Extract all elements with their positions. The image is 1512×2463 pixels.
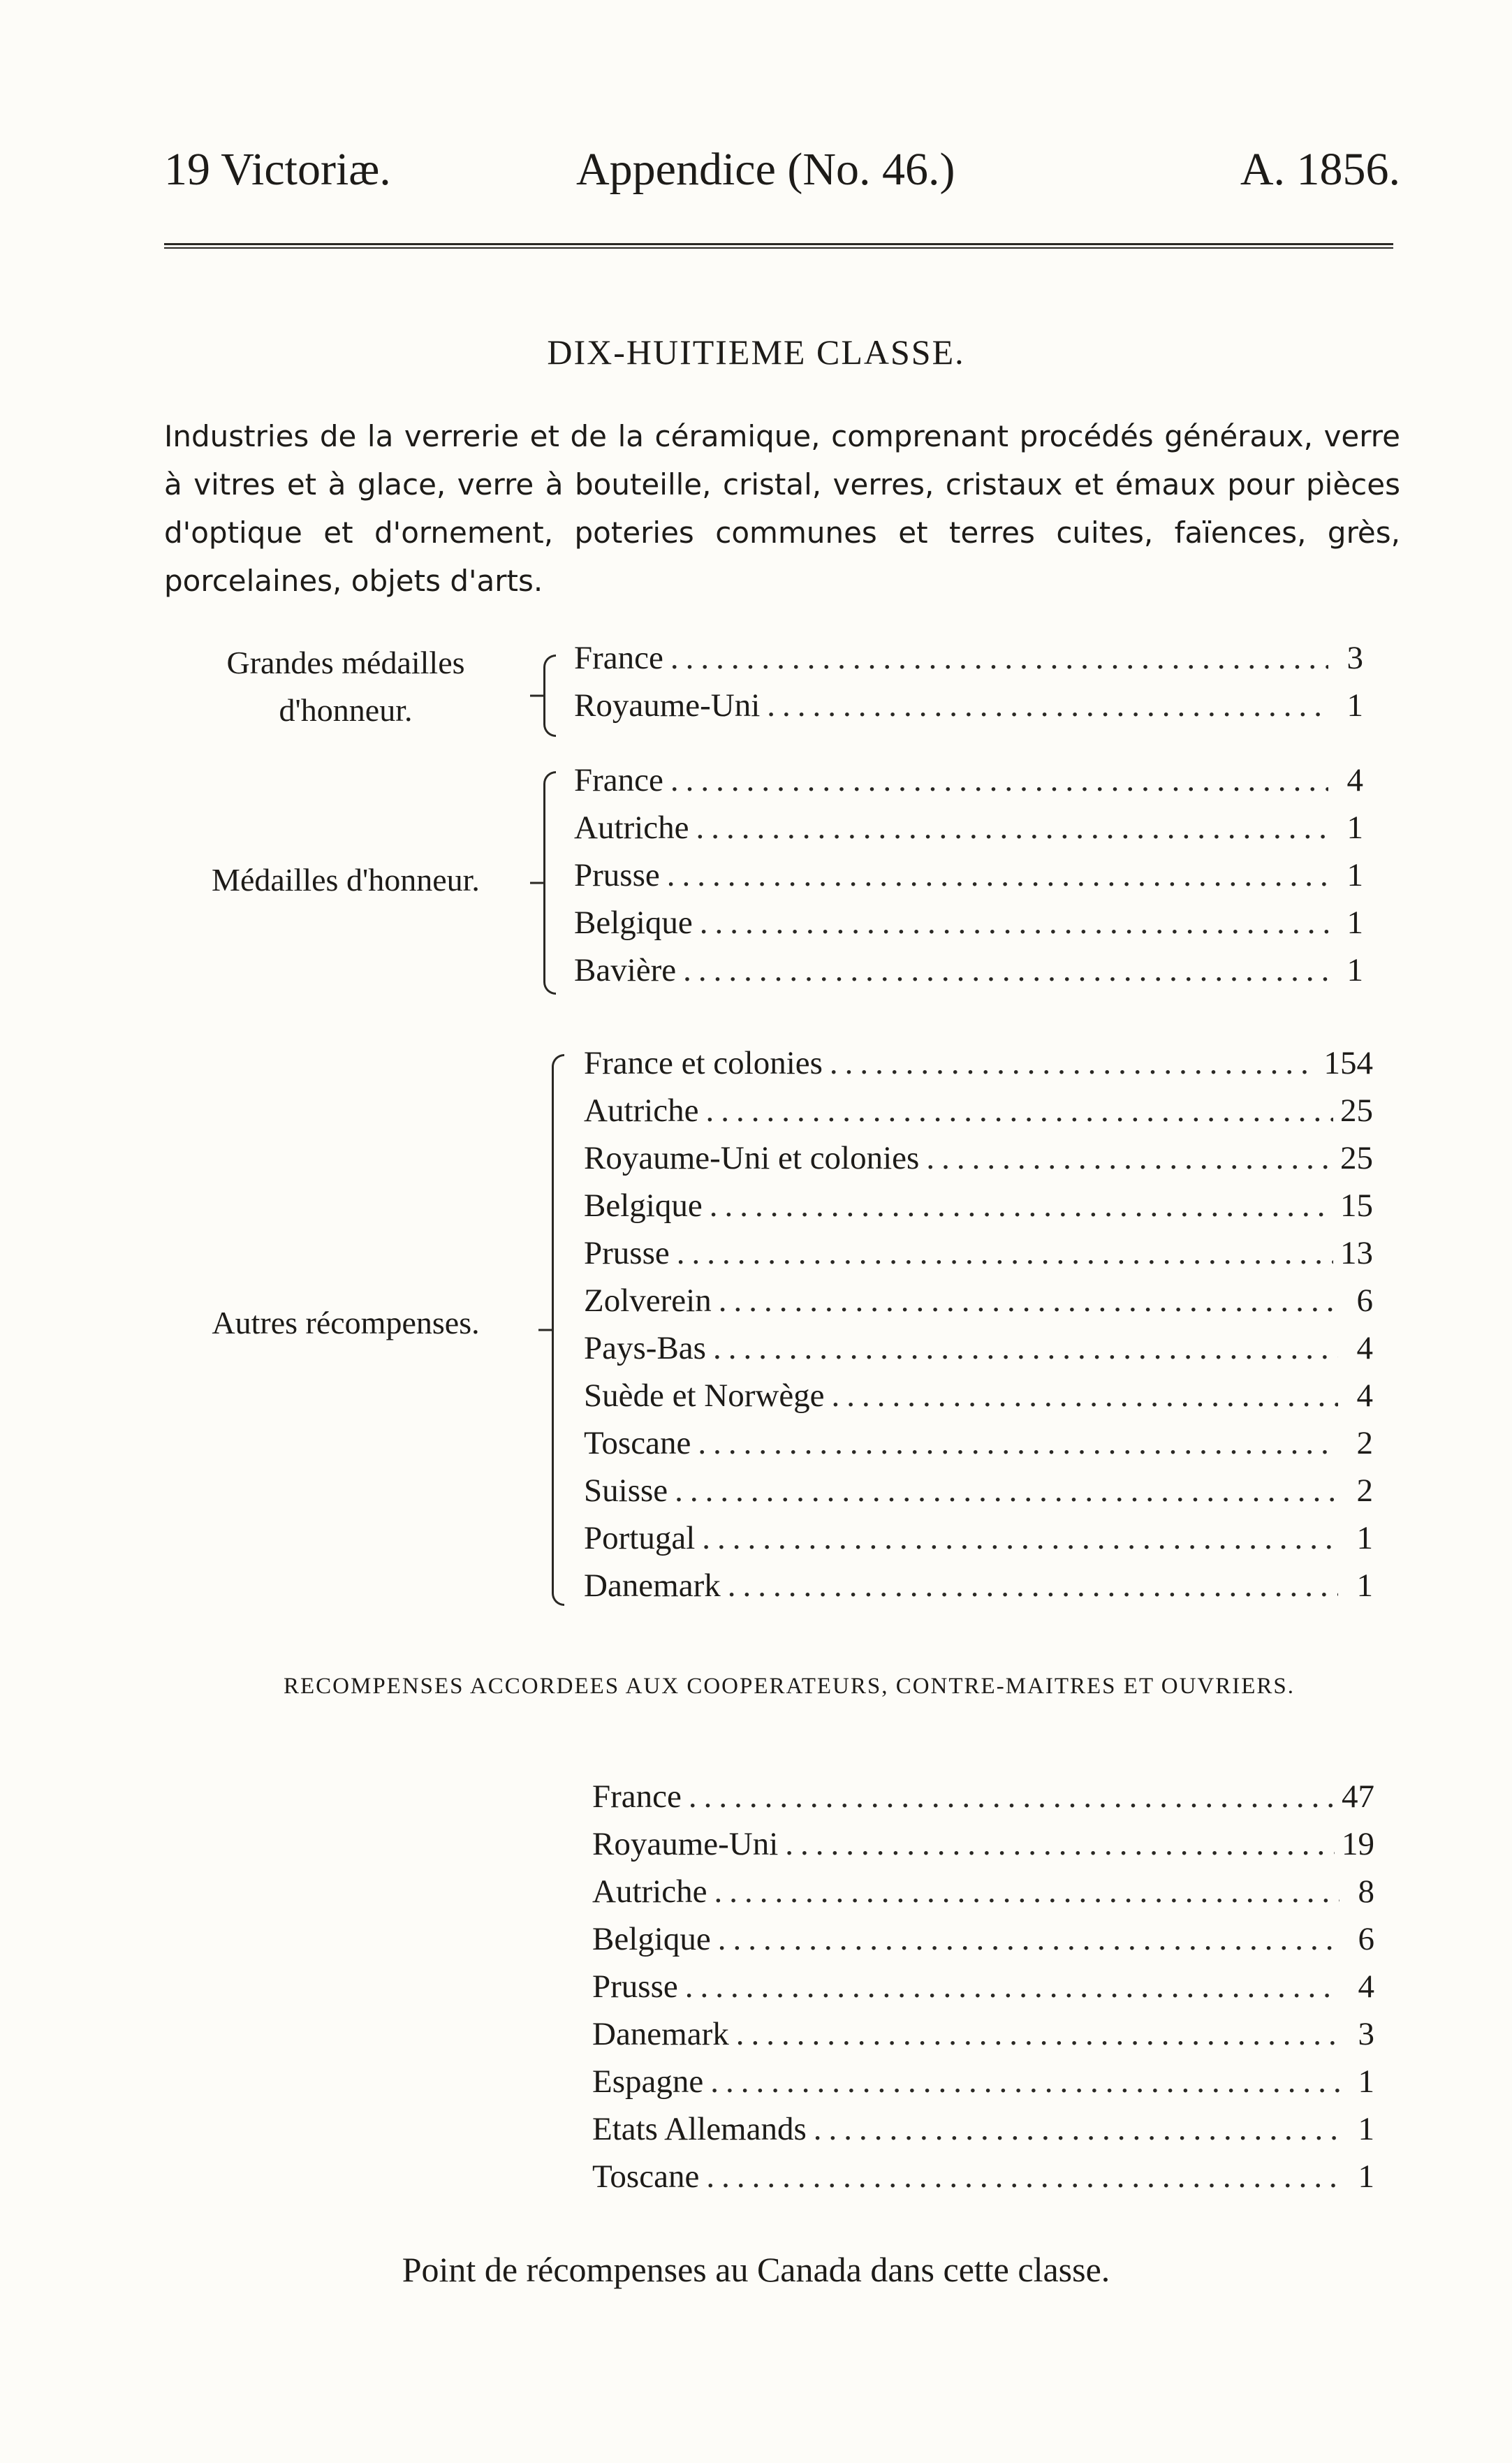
award-row: [584, 1234, 1373, 1282]
dot-leader: [696, 809, 1328, 847]
award-count: 1: [1356, 1520, 1373, 1556]
dot-leader: [670, 761, 1328, 799]
cooperator-row: [592, 1778, 1374, 1825]
country-name: France: [592, 1778, 682, 1815]
cooperators-heading: RECOMPENSES ACCORDEES AUX COOPERATEURS, CONTRE-MAITRES ET OUVRIERS.: [283, 1674, 1296, 1699]
cooperator-row: [592, 1825, 1374, 1873]
country-name: Suisse: [584, 1472, 668, 1509]
award-count: 1: [1358, 2158, 1374, 2195]
country-name: Danemark: [584, 1567, 721, 1604]
country-name: Suède et Norwège: [584, 1377, 825, 1414]
award-group-label: [178, 639, 513, 734]
dot-leader: [926, 1139, 1333, 1177]
cooperator-row: [592, 1920, 1374, 1968]
dot-leader: [677, 1234, 1333, 1272]
award-count: 25: [1340, 1092, 1373, 1129]
award-group-label: [157, 856, 534, 904]
dot-leader: [830, 1044, 1317, 1082]
cooperators-rows: [592, 1778, 1374, 2205]
country-name: Autriche: [592, 1873, 707, 1910]
award-row: [584, 1567, 1373, 1614]
cooperator-row: [592, 2158, 1374, 2205]
award-count: 6: [1356, 1282, 1373, 1319]
cooperator-row: [592, 1968, 1374, 2015]
dot-leader: [706, 2158, 1339, 2195]
award-rows: [574, 639, 1363, 734]
cooperator-row: [592, 2063, 1374, 2110]
award-group-label-line: d'honneur.: [279, 692, 413, 728]
dot-leader: [702, 1519, 1338, 1557]
country-name: Royaume-Uni: [574, 687, 761, 724]
dot-leader: [670, 639, 1328, 677]
cooperator-row: [592, 2110, 1374, 2158]
country-name: Toscane: [592, 2158, 700, 2195]
dot-leader: [785, 1825, 1335, 1863]
class-title: DIX-HUITIEME CLASSE.: [547, 332, 965, 372]
country-name: Prusse: [584, 1235, 670, 1271]
award-group-label: [157, 1299, 534, 1347]
header-appendix-number: Appendice (No. 46.): [576, 144, 955, 195]
dot-leader: [689, 1778, 1335, 1815]
dot-leader: [719, 1282, 1338, 1320]
dot-leader: [714, 1873, 1339, 1910]
award-rows: [574, 761, 1363, 999]
award-row: [584, 1424, 1373, 1472]
brace: [543, 655, 556, 737]
dot-leader: [736, 2015, 1339, 2053]
award-count: 1: [1346, 810, 1363, 846]
country-name: Autriche: [584, 1092, 699, 1129]
cooperator-row: [592, 2015, 1374, 2063]
award-count: 4: [1346, 762, 1363, 798]
dot-leader: [675, 1472, 1338, 1510]
class-description: Industries de la verrerie et de la céramique, comprenant procédés généraux, verre à vitres et à glace, verre à bouteille, cristal, verres, cristaux et émaux pour pièces d'optique et d'ornement, poteries communes et terres cuites, faïences, grès, porcelaines, objets d'arts.: [164, 419, 1400, 598]
country-name: Prusse: [574, 857, 660, 893]
award-count: 4: [1358, 1968, 1374, 2005]
award-row: [574, 904, 1363, 951]
award-row: [574, 639, 1363, 687]
dot-leader: [832, 1377, 1338, 1415]
award-row: [584, 1187, 1373, 1234]
dot-leader: [667, 856, 1328, 894]
country-name: Bavière: [574, 952, 677, 988]
dot-leader: [728, 1567, 1338, 1605]
award-row: [584, 1519, 1373, 1567]
award-count: 13: [1340, 1235, 1373, 1271]
award-count: 47: [1342, 1778, 1374, 1815]
country-name: Portugal: [584, 1520, 696, 1556]
dot-leader: [698, 1424, 1338, 1462]
award-count: 1: [1358, 2111, 1374, 2147]
dot-leader: [705, 1092, 1333, 1130]
cooperator-row: [592, 1873, 1374, 1920]
brace: [543, 771, 556, 995]
award-count: 154: [1323, 1045, 1373, 1081]
award-count: 15: [1340, 1187, 1373, 1224]
header-rule: [164, 243, 1393, 249]
award-count: 3: [1358, 2016, 1374, 2052]
dot-leader: [700, 904, 1328, 942]
dot-leader: [767, 687, 1328, 724]
award-count: 1: [1358, 2063, 1374, 2100]
award-count: 6: [1358, 1921, 1374, 1957]
country-name: Belgique: [584, 1187, 703, 1224]
award-row: [584, 1329, 1373, 1377]
award-row: [584, 1044, 1373, 1092]
dot-leader: [713, 1329, 1338, 1367]
award-row: [584, 1139, 1373, 1187]
country-name: Espagne: [592, 2063, 704, 2100]
running-header: [164, 143, 1400, 206]
country-name: France et colonies: [584, 1045, 823, 1081]
header-year: A. 1856.: [1240, 144, 1400, 195]
award-count: 8: [1358, 1873, 1374, 1910]
dot-leader: [710, 1187, 1333, 1225]
award-row: [574, 761, 1363, 809]
award-group-label-line: Médailles d'honneur.: [212, 862, 480, 898]
dot-leader: [814, 2110, 1339, 2148]
award-count: 1: [1346, 687, 1363, 724]
award-group-label-line: Autres récompenses.: [212, 1305, 480, 1340]
award-count: 3: [1346, 640, 1363, 676]
award-row: [584, 1282, 1373, 1329]
country-name: Royaume-Uni: [592, 1826, 779, 1862]
award-group-label-line: Grandes médailles: [226, 645, 465, 680]
award-count: 25: [1340, 1140, 1373, 1176]
award-count: 1: [1356, 1567, 1373, 1604]
award-count: 1: [1346, 905, 1363, 941]
country-name: Zolverein: [584, 1282, 712, 1319]
award-count: 2: [1356, 1472, 1373, 1509]
dot-leader: [685, 1968, 1339, 2005]
dot-leader: [683, 951, 1328, 989]
country-name: France: [574, 640, 663, 676]
award-count: 19: [1342, 1826, 1374, 1862]
brace: [552, 1054, 564, 1606]
award-row: [584, 1092, 1373, 1139]
award-row: [574, 856, 1363, 904]
award-count: 1: [1346, 952, 1363, 988]
country-name: Etats Allemands: [592, 2111, 807, 2147]
country-name: Autriche: [574, 810, 689, 846]
country-name: France: [574, 762, 663, 798]
award-row: [574, 809, 1363, 856]
country-name: Belgique: [574, 905, 693, 941]
dot-leader: [710, 2063, 1339, 2100]
award-count: 4: [1356, 1377, 1373, 1414]
header-regnal-year: 19 Victoriæ.: [164, 144, 391, 195]
country-name: Toscane: [584, 1425, 691, 1461]
award-row: [574, 951, 1363, 999]
country-name: Belgique: [592, 1921, 711, 1957]
award-row: [584, 1472, 1373, 1519]
award-row: [574, 687, 1363, 734]
dot-leader: [718, 1920, 1339, 1958]
award-count: 1: [1346, 857, 1363, 893]
award-count: 2: [1356, 1425, 1373, 1461]
award-row: [584, 1377, 1373, 1424]
country-name: Royaume-Uni et colonies: [584, 1140, 920, 1176]
award-rows: [584, 1044, 1373, 1614]
country-name: Pays-Bas: [584, 1330, 706, 1366]
footer-note: Point de récompenses au Canada dans cette classe.: [402, 2250, 1110, 2289]
country-name: Danemark: [592, 2016, 729, 2052]
country-name: Prusse: [592, 1968, 678, 2005]
award-count: 4: [1356, 1330, 1373, 1366]
